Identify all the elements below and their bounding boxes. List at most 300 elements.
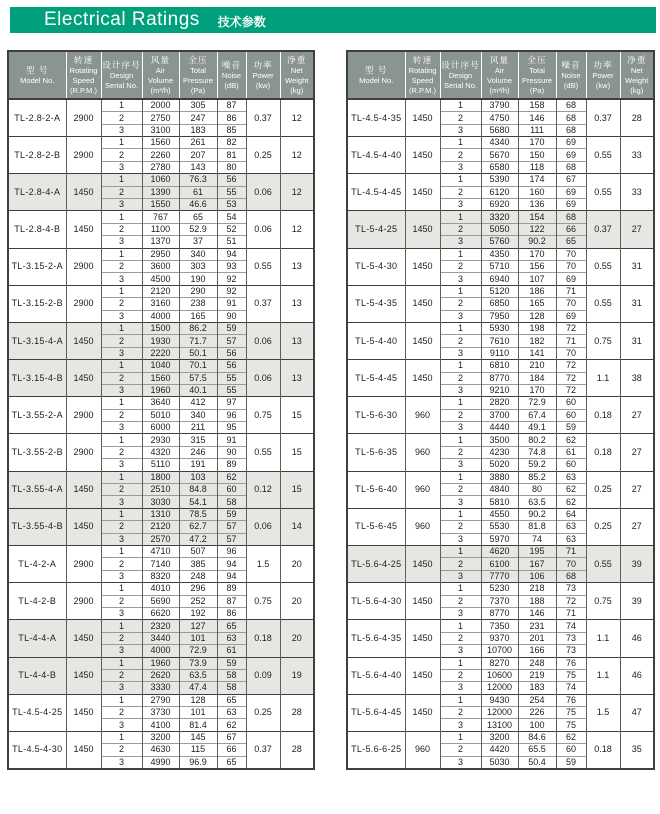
noise-cell: 82 [217,137,246,149]
power-cell: 0.55 [246,248,280,285]
noise-cell: 95 [217,422,246,434]
noise-cell: 59 [217,508,246,520]
noise-cell: 92 [217,273,246,285]
noise-cell: 68 [556,99,586,111]
noise-cell: 73 [556,632,586,644]
noise-cell: 96 [217,545,246,557]
air-volume-cell: 12000 [481,682,518,694]
model-cell: TL-5-6-45 [347,508,405,545]
noise-cell: 51 [217,236,246,248]
noise-cell: 62 [556,496,586,508]
noise-cell: 87 [217,99,246,111]
noise-cell: 69 [556,149,586,161]
noise-cell: 58 [217,496,246,508]
air-volume-cell: 6920 [481,199,518,211]
weight-cell: 19 [280,657,314,694]
spec-row [8,508,314,520]
model-cell: TL-3.15-4-A [8,322,66,359]
pressure-cell: 122 [518,223,556,235]
air-volume-cell: 1100 [142,223,179,235]
power-cell: 0.37 [586,99,620,136]
weight-cell: 12 [280,211,314,248]
pressure-cell: 61 [179,186,217,198]
model-cell: TL-3.55-4-B [8,508,66,545]
serial-cell: 2 [440,186,481,198]
power-cell: 0.75 [586,322,620,359]
pressure-cell: 183 [179,124,217,136]
pressure-cell: 106 [518,570,556,582]
serial-cell: 1 [440,248,481,260]
noise-cell: 76 [556,694,586,706]
noise-cell: 81 [217,149,246,161]
serial-cell: 2 [101,521,142,533]
rpm-cell: 1450 [405,583,440,620]
rpm-cell: 1450 [66,731,101,768]
noise-cell: 74 [556,682,586,694]
pressure-cell: 170 [518,137,556,149]
pressure-cell: 86.2 [179,322,217,334]
noise-cell: 69 [556,310,586,322]
col-header-noise: 噪音 Noise (dB) [556,51,586,99]
serial-cell: 1 [101,322,142,334]
power-cell: 0.06 [246,174,280,211]
weight-cell: 20 [280,545,314,582]
rpm-cell: 2900 [66,99,101,136]
pressure-cell: 101 [179,707,217,719]
noise-cell: 59 [217,322,246,334]
serial-cell: 1 [101,620,142,632]
serial-cell: 1 [101,99,142,111]
air-volume-cell: 5030 [481,756,518,768]
weight-cell: 28 [620,99,654,136]
pressure-cell: 507 [179,545,217,557]
pressure-cell: 315 [179,434,217,446]
noise-cell: 61 [556,446,586,458]
air-volume-cell: 3030 [142,496,179,508]
serial-cell: 3 [101,422,142,434]
pressure-cell: 165 [518,298,556,310]
air-volume-cell: 5230 [481,583,518,595]
model-cell: TL-3.15-2-B [8,285,66,322]
serial-cell: 1 [101,360,142,372]
spec-row [347,248,654,260]
model-cell: TL-3.15-2-A [8,248,66,285]
pressure-cell: 47.4 [179,682,217,694]
pressure-cell: 290 [179,285,217,297]
col-header-weight: 净重 Net Weight (kg) [620,51,654,99]
rpm-cell: 1450 [405,322,440,359]
spec-row [347,285,654,297]
serial-cell: 1 [440,211,481,223]
air-volume-cell: 7350 [481,620,518,632]
pressure-cell: 96.9 [179,756,217,768]
air-volume-cell: 3790 [481,99,518,111]
air-volume-cell: 10700 [481,645,518,657]
serial-cell: 3 [440,384,481,396]
air-volume-cell: 2820 [481,397,518,409]
pressure-cell: 198 [518,322,556,334]
air-volume-cell: 2950 [142,248,179,260]
pressure-cell: 107 [518,273,556,285]
noise-cell: 59 [556,422,586,434]
power-cell: 0.37 [246,99,280,136]
pressure-cell: 219 [518,669,556,681]
spec-row [8,694,314,706]
air-volume-cell: 4990 [142,756,179,768]
power-cell: 0.06 [246,211,280,248]
pressure-cell: 167 [518,558,556,570]
air-volume-cell: 4630 [142,744,179,756]
serial-cell: 3 [101,124,142,136]
pressure-cell: 80 [518,484,556,496]
pressure-cell: 340 [179,248,217,260]
air-volume-cell: 1310 [142,508,179,520]
weight-cell: 31 [620,285,654,322]
spec-row [8,434,314,446]
page-title: Electrical Ratings [44,9,200,30]
pressure-cell: 305 [179,99,217,111]
noise-cell: 89 [217,459,246,471]
serial-cell: 1 [101,137,142,149]
serial-cell: 2 [101,632,142,644]
serial-cell: 1 [101,731,142,743]
air-volume-cell: 1370 [142,236,179,248]
serial-cell: 1 [440,620,481,632]
power-cell: 0.55 [586,174,620,211]
noise-cell: 63 [556,471,586,483]
pressure-cell: 191 [179,459,217,471]
noise-cell: 71 [556,545,586,557]
noise-cell: 56 [217,347,246,359]
serial-cell: 2 [101,669,142,681]
noise-cell: 53 [217,199,246,211]
pressure-cell: 190 [179,273,217,285]
air-volume-cell: 3880 [481,471,518,483]
spec-row [8,322,314,334]
pressure-cell: 127 [179,620,217,632]
weight-cell: 15 [280,471,314,508]
serial-cell: 2 [101,595,142,607]
noise-cell: 67 [556,174,586,186]
serial-cell: 3 [101,310,142,322]
weight-cell: 33 [620,174,654,211]
spec-row [347,620,654,632]
power-cell: 1.5 [246,545,280,582]
air-volume-cell: 2780 [142,161,179,173]
noise-cell: 86 [217,607,246,619]
spec-row [347,322,654,334]
air-volume-cell: 4320 [142,446,179,458]
noise-cell: 75 [556,719,586,731]
serial-cell: 1 [440,322,481,334]
noise-cell: 93 [217,261,246,273]
serial-cell: 1 [101,248,142,260]
air-volume-cell: 3200 [481,731,518,743]
pressure-cell: 84.8 [179,484,217,496]
col-header-speed: 转速 Rotating Speed (R.P.M.) [405,51,440,99]
pressure-cell: 85.2 [518,471,556,483]
pressure-cell: 50.4 [518,756,556,768]
spec-row [8,137,314,149]
air-volume-cell: 1560 [142,137,179,149]
air-volume-cell: 5680 [481,124,518,136]
pressure-cell: 37 [179,236,217,248]
air-volume-cell: 9430 [481,694,518,706]
serial-cell: 3 [101,199,142,211]
pressure-cell: 186 [518,285,556,297]
air-volume-cell: 2260 [142,149,179,161]
noise-cell: 64 [556,508,586,520]
air-volume-cell: 6580 [481,161,518,173]
spec-row [347,471,654,483]
power-cell: 0.37 [586,211,620,248]
power-cell: 1.5 [586,694,620,731]
noise-cell: 71 [556,607,586,619]
serial-cell: 2 [101,558,142,570]
air-volume-cell: 6620 [142,607,179,619]
pressure-cell: 254 [518,694,556,706]
serial-cell: 2 [440,372,481,384]
serial-cell: 3 [101,719,142,731]
power-cell: 0.18 [246,620,280,657]
air-volume-cell: 2790 [142,694,179,706]
noise-cell: 85 [217,124,246,136]
rpm-cell: 1450 [405,285,440,322]
spec-row [347,545,654,557]
serial-cell: 1 [101,174,142,186]
pressure-cell: 385 [179,558,217,570]
pressure-cell: 195 [518,545,556,557]
pressure-cell: 296 [179,583,217,595]
noise-cell: 96 [217,409,246,421]
pressure-cell: 74 [518,533,556,545]
noise-cell: 62 [556,484,586,496]
rpm-cell: 1450 [66,471,101,508]
air-volume-cell: 5530 [481,521,518,533]
serial-cell: 3 [440,310,481,322]
rpm-cell: 2900 [66,583,101,620]
noise-cell: 72 [556,360,586,372]
serial-cell: 3 [440,719,481,731]
rpm-cell: 1450 [405,620,440,657]
pressure-cell: 143 [179,161,217,173]
pressure-cell: 74.8 [518,446,556,458]
serial-cell: 3 [440,422,481,434]
noise-cell: 57 [217,533,246,545]
serial-cell: 1 [440,508,481,520]
noise-cell: 72 [556,384,586,396]
air-volume-cell: 6100 [481,558,518,570]
pressure-cell: 81.8 [518,521,556,533]
serial-cell: 3 [101,347,142,359]
spec-row [347,583,654,595]
air-volume-cell: 6940 [481,273,518,285]
weight-cell: 28 [280,694,314,731]
pressure-cell: 156 [518,261,556,273]
air-volume-cell: 3440 [142,632,179,644]
air-volume-cell: 1060 [142,174,179,186]
weight-cell: 27 [620,211,654,248]
air-volume-cell: 1960 [142,384,179,396]
model-cell: TL-5-4-45 [347,360,405,397]
serial-cell: 3 [440,607,481,619]
noise-cell: 89 [217,583,246,595]
weight-cell: 13 [280,248,314,285]
pressure-cell: 340 [179,409,217,421]
serial-cell: 2 [440,335,481,347]
weight-cell: 12 [280,99,314,136]
serial-cell: 3 [440,124,481,136]
model-cell: TL-4.5-4-45 [347,174,405,211]
noise-cell: 60 [556,459,586,471]
power-cell: 0.06 [246,508,280,545]
model-cell: TL-5-6-30 [347,397,405,434]
air-volume-cell: 3160 [142,298,179,310]
pressure-cell: 47.2 [179,533,217,545]
col-header-pressure: 全压 Total Pressure (Pa) [518,51,556,99]
air-volume-cell: 4750 [481,112,518,124]
header-row [347,51,654,99]
noise-cell: 66 [556,223,586,235]
spec-row [8,657,314,669]
serial-cell: 2 [101,261,142,273]
air-volume-cell: 1390 [142,186,179,198]
pressure-cell: 76.3 [179,174,217,186]
model-cell: TL-3.55-2-B [8,434,66,471]
noise-cell: 72 [556,595,586,607]
air-volume-cell: 9110 [481,347,518,359]
pressure-cell: 201 [518,632,556,644]
serial-cell: 3 [440,347,481,359]
air-volume-cell: 4350 [481,248,518,260]
col-header-volume: 风量 Air Volume (m³/h) [142,51,179,99]
noise-cell: 63 [556,533,586,545]
serial-cell: 2 [440,744,481,756]
noise-cell: 61 [217,645,246,657]
air-volume-cell: 6850 [481,298,518,310]
spec-row [347,174,654,186]
air-volume-cell: 5390 [481,174,518,186]
serial-cell: 1 [101,285,142,297]
serial-cell: 3 [440,459,481,471]
pressure-cell: 238 [179,298,217,310]
serial-cell: 2 [101,149,142,161]
noise-cell: 68 [556,570,586,582]
air-volume-cell: 4230 [481,446,518,458]
noise-cell: 62 [217,471,246,483]
air-volume-cell: 7950 [481,310,518,322]
serial-cell: 3 [101,496,142,508]
noise-cell: 92 [217,285,246,297]
air-volume-cell: 7610 [481,335,518,347]
air-volume-cell: 9210 [481,384,518,396]
col-header-serial: 设计序号 Design Serial No. [101,51,142,99]
serial-cell: 1 [440,99,481,111]
spec-row [8,397,314,409]
noise-cell: 65 [217,756,246,768]
serial-cell: 1 [440,657,481,669]
pressure-cell: 188 [518,595,556,607]
model-cell: TL-5-4-40 [347,322,405,359]
model-cell: TL-2.8-4-A [8,174,66,211]
pressure-cell: 40.1 [179,384,217,396]
weight-cell: 27 [620,397,654,434]
noise-cell: 63 [217,707,246,719]
air-volume-cell: 7140 [142,558,179,570]
noise-cell: 73 [556,645,586,657]
model-cell: TL-4.5-4-35 [347,99,405,136]
rpm-cell: 1450 [66,322,101,359]
spec-row [347,99,654,111]
col-header-serial: 设计序号 Design Serial No. [440,51,481,99]
noise-cell: 59 [556,756,586,768]
col-header-weight: 净重 Net Weight (kg) [280,51,314,99]
noise-cell: 58 [217,669,246,681]
serial-cell: 2 [440,446,481,458]
rpm-cell: 1450 [405,545,440,582]
weight-cell: 39 [620,583,654,620]
rpm-cell: 1450 [66,174,101,211]
serial-cell: 1 [440,694,481,706]
air-volume-cell: 2320 [142,620,179,632]
ratings-table-left [7,50,315,770]
serial-cell: 3 [440,496,481,508]
noise-cell: 80 [217,161,246,173]
pressure-cell: 248 [518,657,556,669]
noise-cell: 75 [556,669,586,681]
noise-cell: 55 [217,384,246,396]
model-cell: TL-4-2-B [8,583,66,620]
serial-cell: 2 [440,223,481,235]
serial-cell: 2 [101,112,142,124]
col-header-speed: 转速 Rotating Speed (R.P.M.) [66,51,101,99]
weight-cell: 20 [280,620,314,657]
air-volume-cell: 5970 [481,533,518,545]
air-volume-cell: 1960 [142,657,179,669]
noise-cell: 69 [556,199,586,211]
serial-cell: 1 [440,174,481,186]
model-cell: TL-4.5-4-30 [8,731,66,768]
air-volume-cell: 3330 [142,682,179,694]
pressure-cell: 146 [518,607,556,619]
pressure-cell: 145 [179,731,217,743]
model-cell: TL-4-2-A [8,545,66,582]
pressure-cell: 50.1 [179,347,217,359]
pressure-cell: 211 [179,422,217,434]
model-cell: TL-5.6-4-45 [347,694,405,731]
serial-cell: 1 [440,583,481,595]
pressure-cell: 247 [179,112,217,124]
spec-row [8,583,314,595]
power-cell: 0.55 [586,285,620,322]
model-cell: TL-4.5-4-40 [347,137,405,174]
noise-cell: 63 [217,632,246,644]
noise-cell: 62 [556,434,586,446]
power-cell: 0.25 [246,137,280,174]
power-cell: 0.37 [246,731,280,768]
air-volume-cell: 4710 [142,545,179,557]
noise-cell: 97 [217,397,246,409]
col-header-pressure: 全压 Total Pressure (Pa) [179,51,217,99]
noise-cell: 76 [556,657,586,669]
col-header-power: 功率 Power (kw) [246,51,280,99]
pressure-cell: 65 [179,211,217,223]
air-volume-cell: 12000 [481,707,518,719]
air-volume-cell: 7770 [481,570,518,582]
pressure-cell: 46.6 [179,199,217,211]
serial-cell: 3 [101,570,142,582]
serial-cell: 2 [440,595,481,607]
